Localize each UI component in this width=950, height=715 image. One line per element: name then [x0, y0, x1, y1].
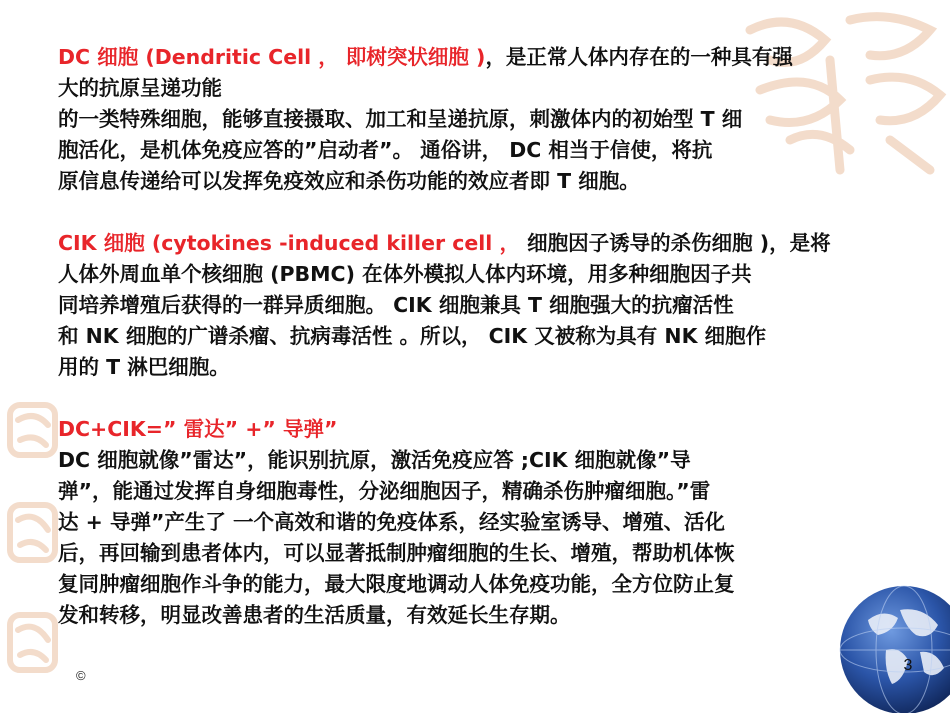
- combo-line3: 达 + 导弹”产生了 一个高效和谐的免疫体系，经实验室诱导、增殖、活化: [58, 510, 726, 534]
- dc-line4: 胞活化，是机体免疫应答的”启动者”。 通俗讲， DC 相当于信使，将抗: [58, 138, 713, 162]
- combo-line1: DC 细胞就像”雷达”，能识别抗原，激活免疫应答 ;CIK 细胞就像”导: [58, 448, 691, 472]
- dc-line5: 原信息传递给可以发挥免疫效应和杀伤功能的效应者即 T 细胞。: [58, 169, 640, 193]
- cik-line5: 用的 T 淋巴细胞。: [58, 355, 230, 379]
- copyright-symbol: ©: [76, 668, 86, 683]
- cik-paragraph: [58, 228, 940, 383]
- cik-term: CIK 细胞 (cytokines -induced killer cell ，: [58, 231, 520, 255]
- cik-line4: 和 NK 细胞的广谱杀瘤、抗病毒活性 。所以， CIK 又被称为具有 NK 细胞作: [58, 324, 767, 348]
- combo-heading: DC+CIK=” 雷达” +” 导弹”: [58, 417, 338, 441]
- dc-line2: 大的抗原呈递功能: [58, 76, 222, 100]
- dc-line1-rest: ，是正常人体内存在的一种具有强: [485, 45, 793, 69]
- dc-term: DC 细胞 (Dendritic Cell ， 即树突状细胞 ): [58, 45, 486, 69]
- cik-line1-rest: 细胞因子诱导的杀伤细胞 )，是将: [519, 231, 831, 255]
- combo-line5: 复同肿瘤细胞作斗争的能力，最大限度地调动人体免疫功能，全方位防止复: [58, 572, 735, 596]
- combo-line4: 后，再回输到患者体内，可以显著抵制肿瘤细胞的生长、增殖，帮助机体恢: [58, 541, 735, 565]
- dc-line3: 的一类特殊细胞，能够直接摄取、加工和呈递抗原，刺激体内的初始型 T 细: [58, 107, 743, 131]
- dc-paragraph: [58, 42, 940, 197]
- cik-line2: 人体外周血单个核细胞 (PBMC) 在体外模拟人体内环境，用多种细胞因子共: [58, 262, 752, 286]
- combo-line6: 发和转移，明显改善患者的生活质量，有效延长生存期。: [58, 603, 571, 627]
- page-number: 3: [903, 657, 913, 674]
- combo-line2: 弹”，能通过发挥自身细胞毒性，分泌细胞因子，精确杀伤肿瘤细胞。”雷: [58, 479, 711, 503]
- combo-paragraph: [58, 414, 940, 631]
- slide-body: [58, 42, 940, 631]
- cik-line3: 同培养增殖后获得的一群异质细胞。 CIK 细胞兼具 T 细胞强大的抗瘤活性: [58, 293, 734, 317]
